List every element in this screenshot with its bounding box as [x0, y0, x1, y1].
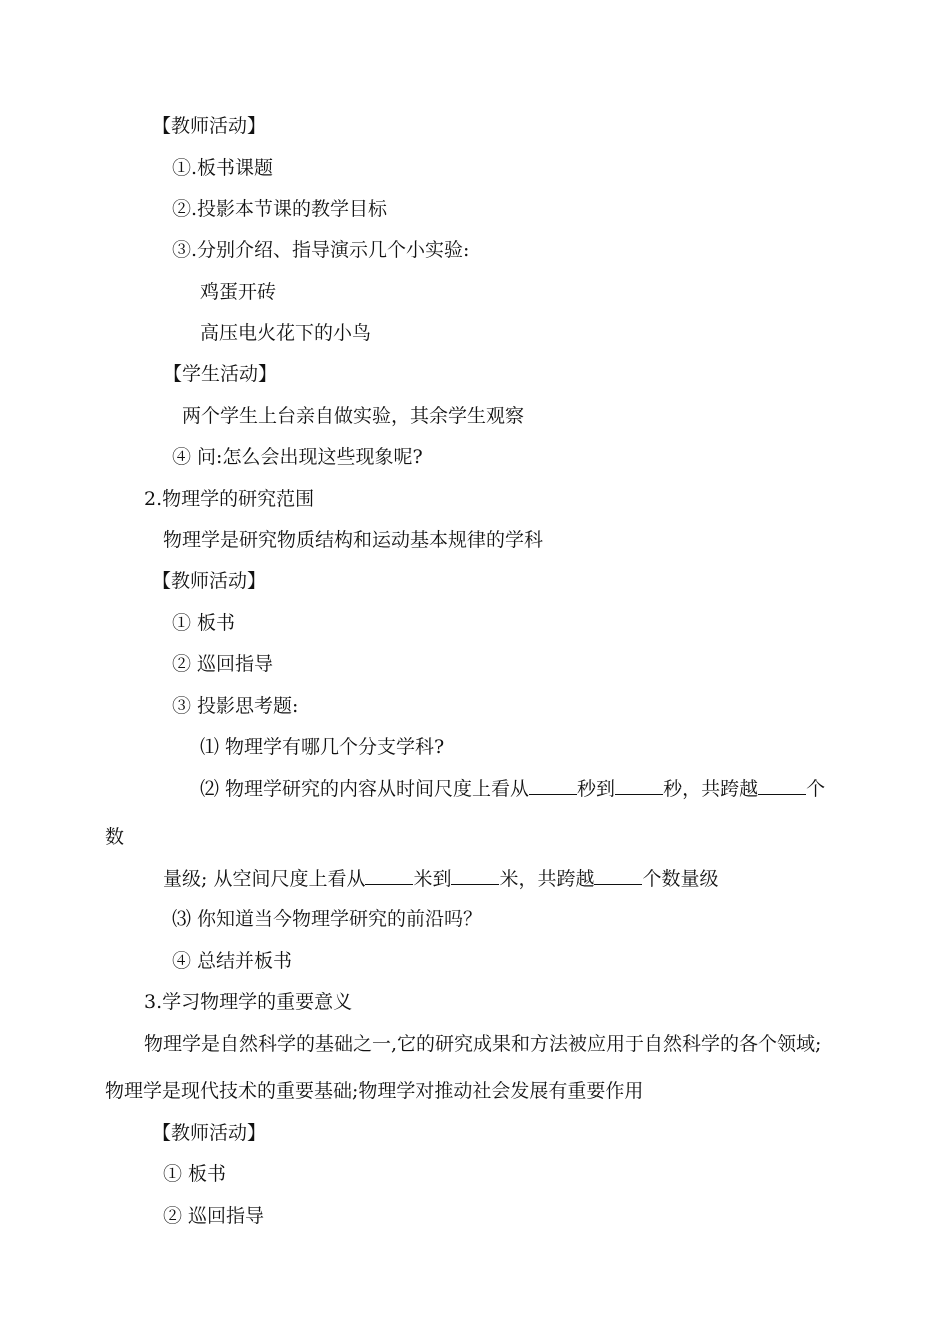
fill-in-blank [529, 776, 577, 795]
heading-teacher-activity: 【教师活动】 [152, 1122, 267, 1144]
question-text: 秒到 [577, 778, 616, 800]
question-text: 个数量级 [642, 868, 719, 890]
heading-teacher-activity: 【教师活动】 [152, 115, 267, 137]
list-item: ③ 投影思考题: [172, 695, 299, 717]
question-text: 米到 [413, 868, 452, 890]
section-heading: 2.物理学的研究范围 [144, 488, 315, 510]
list-item: ② 巡回指导 [163, 1205, 265, 1227]
question-item: ⑶ 你知道当今物理学研究的前沿吗？ [172, 908, 483, 930]
fill-in-blank [451, 866, 499, 885]
section-heading: 3.学习物理学的重要意义 [144, 991, 353, 1013]
question-continuation [163, 866, 719, 891]
list-item: ①.板书课题 [172, 157, 274, 179]
fill-in-blank [365, 866, 413, 885]
paragraph: 两个学生上台亲自做实验，其余学生观察 [182, 405, 525, 427]
experiment-item: 高压电火花下的小鸟 [200, 322, 372, 344]
list-item: ④ 总结并板书 [172, 950, 293, 972]
wrapped-text: 数 [105, 826, 125, 848]
question-text: 米，共跨越 [499, 868, 595, 890]
fill-in-blank [594, 866, 642, 885]
experiment-item: 鸡蛋开砖 [200, 281, 277, 303]
list-item: ② 巡回指导 [172, 653, 274, 675]
paragraph: 物理学是研究物质结构和运动基本规律的学科 [163, 529, 544, 551]
question-item [200, 776, 825, 801]
fill-in-blank [758, 776, 806, 795]
question-text: 秒，共跨越 [663, 778, 759, 800]
question-text: ⑵ 物理学研究的内容从时间尺度上看从 [200, 778, 530, 800]
list-item: ④ 问:怎么会出现这些现象呢? [172, 446, 423, 468]
question-text: 个 [806, 778, 826, 800]
paragraph: 物理学是自然科学的基础之一,它的研究成果和方法被应用于自然科学的各个领域; [144, 1033, 822, 1055]
heading-student-activity: 【学生活动】 [163, 363, 278, 385]
question-item: ⑴ 物理学有哪几个分支学科? [200, 736, 445, 758]
list-item: ③.分别介绍、指导演示几个小实验: [172, 239, 470, 261]
paragraph: 物理学是现代技术的重要基础;物理学对推动社会发展有重要作用 [105, 1080, 644, 1102]
list-item: ① 板书 [172, 612, 236, 634]
fill-in-blank [615, 776, 663, 795]
question-text: 量级; 从空间尺度上看从 [163, 868, 366, 890]
list-item: ① 板书 [163, 1163, 227, 1185]
heading-teacher-activity: 【教师活动】 [152, 570, 267, 592]
list-item: ②.投影本节课的教学目标 [172, 198, 388, 220]
